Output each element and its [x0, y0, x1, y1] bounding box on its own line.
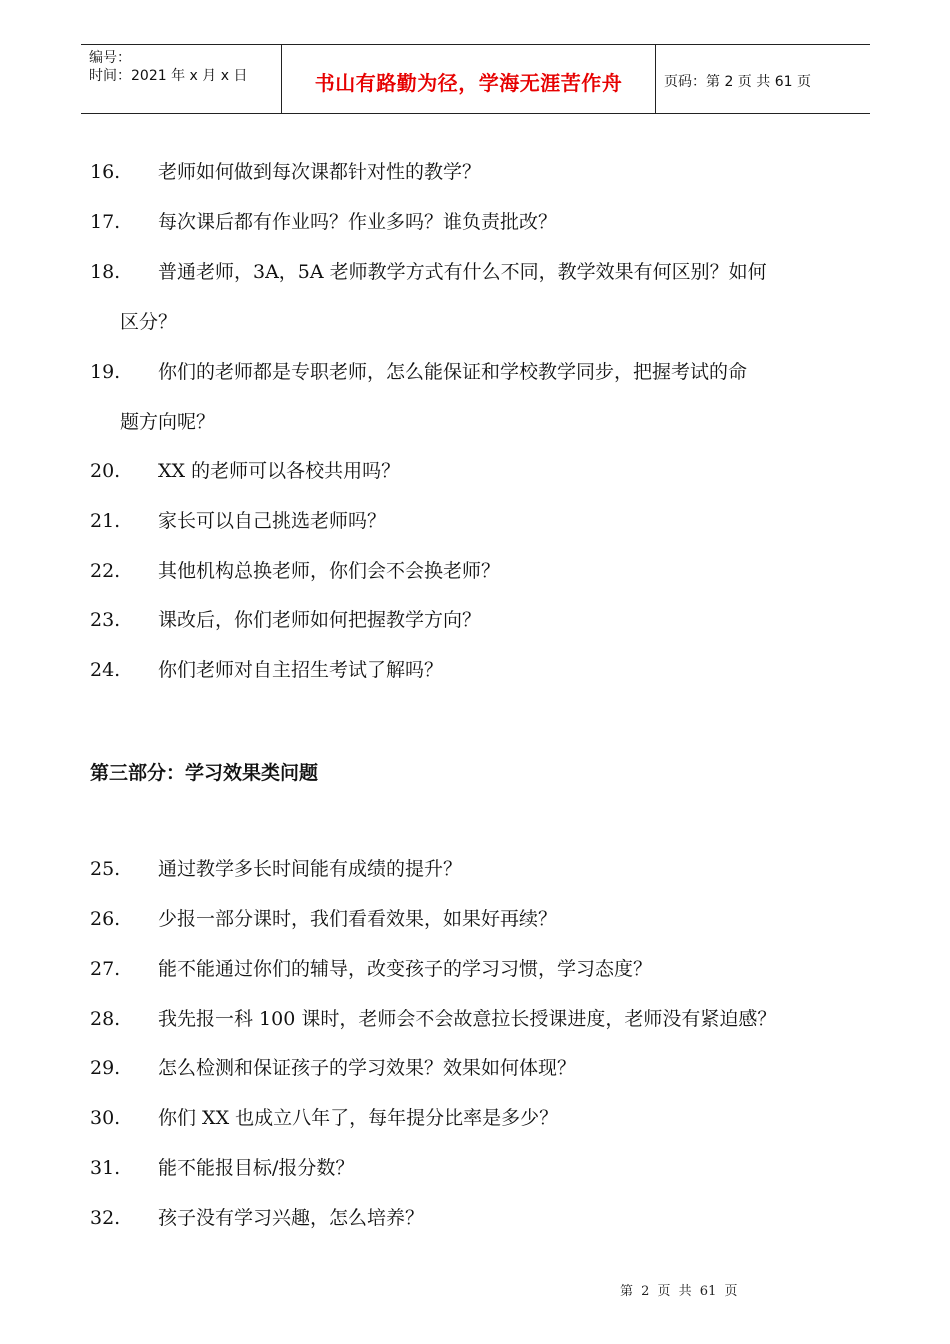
item-number: 24. [90, 659, 121, 681]
item-number: 18. [90, 261, 121, 283]
list-item [90, 957, 652, 981]
item-text: 少报一部分课时，我们看看效果，如果好再续？ [158, 908, 558, 930]
item-text: 其他机构总换老师，你们会不会换老师？ [158, 560, 501, 582]
item-continuation: 题方向呢？ [120, 411, 216, 433]
list-item [90, 1156, 354, 1180]
item-number: 16. [90, 161, 121, 183]
item-number: 20. [90, 460, 121, 482]
item-number: 25. [90, 858, 121, 880]
list-item [90, 260, 767, 284]
item-number: 30. [90, 1107, 121, 1129]
list-item [90, 907, 557, 931]
item-number: 17. [90, 211, 121, 233]
item-number: 28. [90, 1008, 121, 1030]
item-number: 32. [90, 1207, 121, 1229]
list-item [90, 658, 443, 682]
header-meta-cell [81, 45, 282, 113]
item-text: XX 的老师可以各校共用吗？ [158, 460, 401, 482]
item-text: 怎么检测和保证孩子的学习效果？效果如何体现？ [158, 1057, 577, 1079]
section-title: 第三部分：学习效果类问题 [90, 762, 319, 784]
list-item [90, 559, 500, 583]
item-number: 22. [90, 560, 121, 582]
item-text: 课改后，你们老师如何把握教学方向？ [158, 609, 482, 631]
list-item [90, 210, 557, 234]
doc-number-label: 编号： [89, 50, 131, 66]
item-text: 通过教学多长时间能有成绩的提升？ [158, 858, 463, 880]
item-text: 孩子没有学习兴趣，怎么培养？ [158, 1207, 425, 1229]
list-item [90, 608, 481, 632]
doc-time-label: 时间：2021 年 x 月 x 日 [89, 68, 248, 84]
item-text: 普通老师，3A，5A 老师教学方式有什么不同，教学效果有何区别？如何 [158, 261, 767, 283]
item-text: 每次课后都有作业吗？作业多吗？谁负责批改？ [158, 211, 558, 233]
item-text: 能不能通过你们的辅导，改变孩子的学习习惯，学习态度？ [158, 958, 653, 980]
item-text: 你们的老师都是专职老师，怎么能保证和学校教学同步，把握考试的命 [158, 361, 748, 383]
header-motto: 书山有路勤为径，学海无涯苦作舟 [314, 71, 623, 95]
list-item [90, 509, 386, 533]
page-footer: 第 2 页 共 61 页 [620, 1284, 738, 1299]
item-text: 老师如何做到每次课都针对性的教学？ [158, 161, 482, 183]
item-text: 家长可以自己挑选老师吗？ [158, 510, 387, 532]
item-text: 你们 XX 也成立八年了，每年提分比率是多少？ [158, 1107, 559, 1129]
item-number: 26. [90, 908, 121, 930]
list-item [90, 160, 481, 184]
item-number: 27. [90, 958, 121, 980]
list-item [90, 1056, 576, 1080]
list-item [90, 459, 400, 483]
item-number: 21. [90, 510, 121, 532]
list-item [90, 1106, 558, 1130]
item-text: 你们老师对自主招生考试了解吗？ [158, 659, 444, 681]
header-page-info: 页码：第 2 页 共 61 页 [664, 74, 811, 90]
header-motto-cell [282, 45, 656, 113]
item-number: 19. [90, 361, 121, 383]
list-item [90, 360, 747, 384]
header-page-cell [656, 45, 870, 113]
list-item [90, 1007, 776, 1031]
page-header [81, 44, 870, 114]
item-number: 29. [90, 1057, 121, 1079]
item-text: 我先报一科 100 课时，老师会不会故意拉长授课进度，老师没有紧迫感？ [158, 1008, 777, 1030]
item-text: 能不能报目标/报分数？ [158, 1157, 355, 1179]
item-number: 31. [90, 1157, 121, 1179]
item-continuation: 区分？ [120, 311, 178, 333]
list-item [90, 857, 462, 881]
item-number: 23. [90, 609, 121, 631]
list-item [90, 1206, 424, 1230]
